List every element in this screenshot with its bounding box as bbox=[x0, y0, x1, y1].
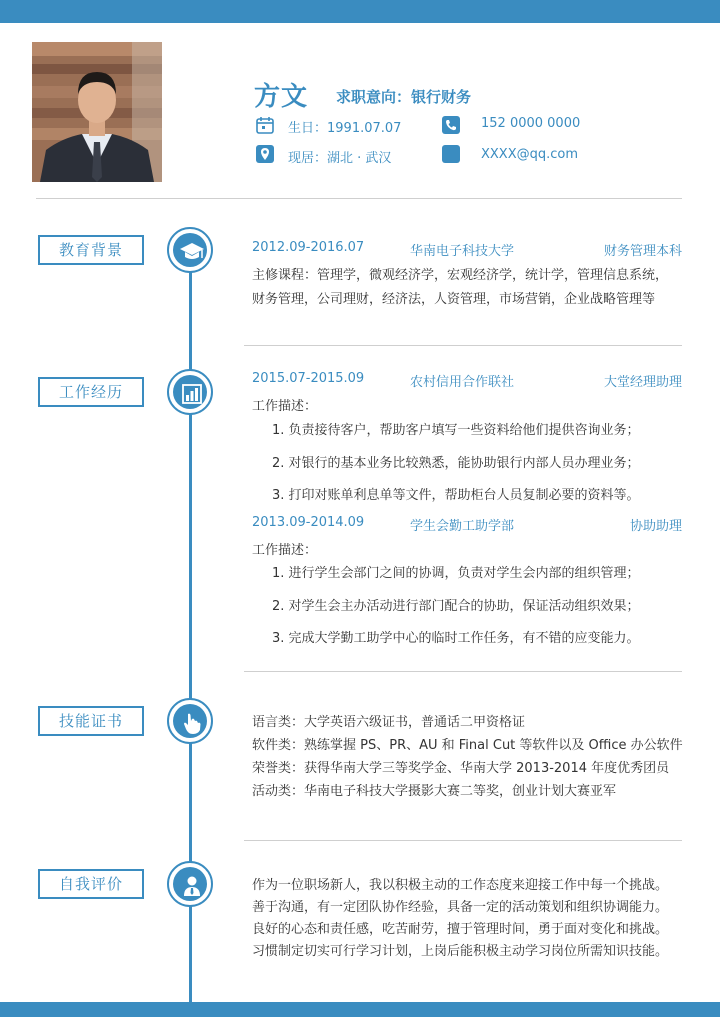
work-description-item: 1. 进行学生会部门之间的协调，负责对学生会内部的组织管理； bbox=[272, 566, 640, 581]
section-title-skills: 技能证书 bbox=[38, 706, 144, 736]
person-icon bbox=[177, 871, 207, 901]
candidate-name: 方文 bbox=[254, 82, 309, 112]
work-description-item: 2. 对银行的基本业务比较熟悉，能协助银行内部人员办理业务； bbox=[272, 456, 640, 471]
self-evaluation-line: 作为一位职场新人，我以积极主动的工作态度来迎接工作中每一个挑战。 bbox=[252, 878, 669, 893]
bar-chart-icon bbox=[177, 379, 207, 409]
skill-line: 荣誉类：获得华南大学三等奖学金、华南大学 2013-2014 年度优秀团员 bbox=[252, 761, 670, 776]
section-badge-education bbox=[167, 227, 213, 273]
current-location: 现居：湖北 · 武汉 bbox=[288, 151, 392, 166]
education-entry bbox=[252, 240, 682, 259]
work-period: 2015.07-2015.09 bbox=[252, 371, 365, 386]
section-divider bbox=[244, 345, 682, 346]
work-period: 2013.09-2014.09 bbox=[252, 515, 365, 530]
self-evaluation-line: 习惯制定切实可行学习计划，上岗后能积极主动学习岗位所需知识技能。 bbox=[252, 944, 669, 959]
hand-pointer-icon bbox=[177, 708, 207, 738]
phone-number: 152 0000 0000 bbox=[481, 116, 581, 131]
phone-icon bbox=[442, 116, 460, 134]
section-badge-self-evaluation bbox=[167, 861, 213, 907]
section-badge-skills bbox=[167, 698, 213, 744]
education-degree: 财务管理本科 bbox=[603, 244, 682, 259]
location-icon bbox=[256, 145, 274, 163]
work-description-item: 3. 完成大学勤工助学中心的临时工作任务，有不错的应变能力。 bbox=[272, 631, 640, 646]
graduation-cap-icon bbox=[177, 237, 207, 267]
section-divider bbox=[244, 840, 682, 841]
education-school: 华南电子科技大学 bbox=[410, 244, 515, 259]
skill-line: 语言类：大学英语六级证书，普通话二甲资格证 bbox=[252, 715, 526, 730]
email-address: XXXX@qq.com bbox=[481, 147, 579, 162]
self-evaluation-line: 善于沟通，有一定团队协作经验，具备一定的活动策划和组织协调能力。 bbox=[252, 900, 669, 915]
section-title-self-evaluation: 自我评价 bbox=[38, 869, 144, 899]
work-role: 大堂经理助理 bbox=[603, 375, 682, 390]
section-divider bbox=[244, 671, 682, 672]
work-organization: 学生会勤工助学部 bbox=[410, 519, 515, 534]
education-courses-line: 主修课程：管理学，微观经济学，宏观经济学，统计学，管理信息系统， bbox=[252, 268, 669, 283]
work-description-label: 工作描述： bbox=[252, 543, 318, 558]
top-accent-bar bbox=[0, 0, 720, 23]
section-title-work: 工作经历 bbox=[38, 377, 144, 407]
job-intent: 求职意向：银行财务 bbox=[336, 88, 472, 106]
calendar-icon bbox=[256, 116, 274, 134]
birth-date: 生日：1991.07.07 bbox=[288, 121, 402, 136]
work-role: 协助助理 bbox=[629, 519, 682, 534]
education-courses-line: 财务管理，公司理财，经济法，人资管理，市场营销，企业战略管理等 bbox=[252, 292, 656, 307]
work-description-label: 工作描述： bbox=[252, 399, 318, 414]
self-evaluation-line: 良好的心态和责任感，吃苦耐劳，擅于管理时间，勇于面对变化和挑战。 bbox=[252, 922, 669, 937]
section-badge-work bbox=[167, 369, 213, 415]
education-period: 2012.09-2016.07 bbox=[252, 240, 365, 255]
skill-line: 活动类：华南电子科技大学摄影大赛二等奖，创业计划大赛亚军 bbox=[252, 784, 617, 799]
work-description-item: 1. 负责接待客户，帮助客户填写一些资料给他们提供咨询业务； bbox=[272, 423, 640, 438]
work-entry bbox=[252, 371, 682, 390]
skill-line: 软件类：熟练掌握 PS、PR、AU 和 Final Cut 等软件以及 Office 办公软件 bbox=[252, 738, 683, 753]
work-organization: 农村信用合作联社 bbox=[410, 375, 515, 390]
bottom-accent-bar bbox=[0, 1002, 720, 1017]
email-icon bbox=[442, 145, 460, 163]
work-description-item: 2. 对学生会主办活动进行部门配合的协助，保证活动组织效果； bbox=[272, 599, 640, 614]
work-description-item: 3. 打印对账单利息单等文件，帮助柜台人员复制必要的资料等。 bbox=[272, 488, 640, 503]
work-entry bbox=[252, 515, 682, 534]
portrait-photo bbox=[32, 42, 162, 182]
section-title-education: 教育背景 bbox=[38, 235, 144, 265]
header-divider bbox=[36, 198, 682, 199]
